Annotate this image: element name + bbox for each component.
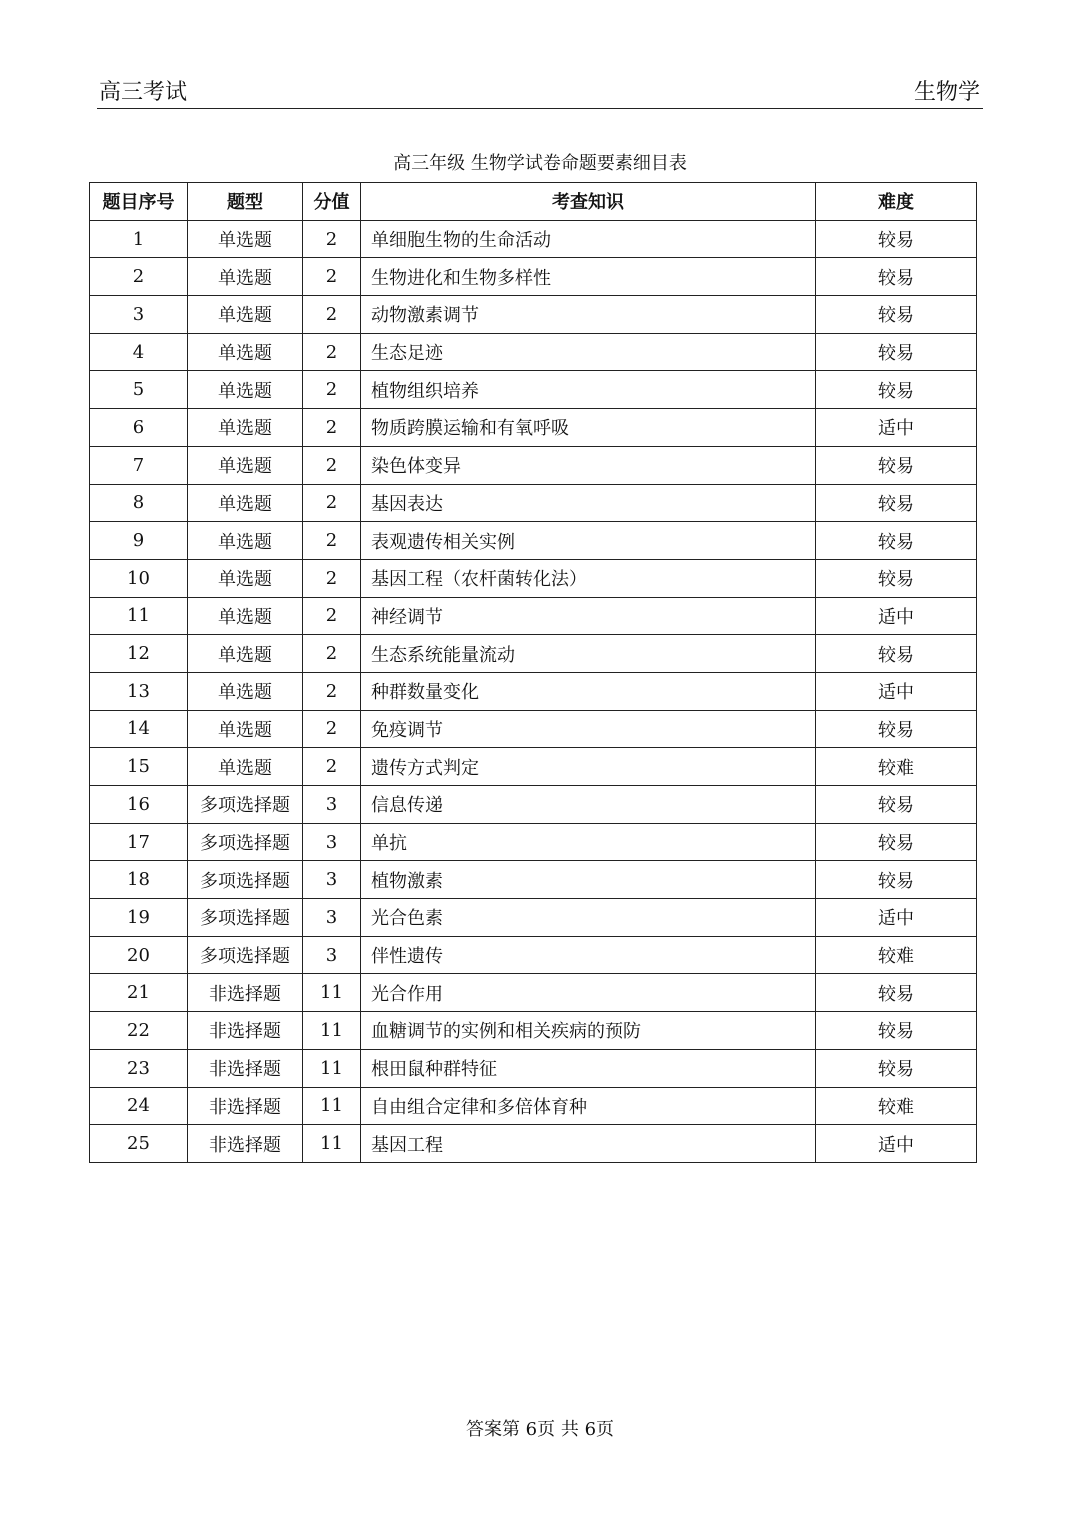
- cell-score: 2: [303, 672, 361, 710]
- table-row: [90, 635, 977, 673]
- col-header-difficulty: 难度: [816, 183, 977, 221]
- cell-difficulty: 较难: [816, 1087, 977, 1125]
- cell-difficulty: 较易: [816, 861, 977, 899]
- cell-knowledge: 生态足迹: [361, 333, 816, 371]
- cell-difficulty: 较易: [816, 220, 977, 258]
- col-header-type: 题型: [188, 183, 303, 221]
- table-row: [90, 333, 977, 371]
- cell-knowledge: 信息传递: [361, 786, 816, 824]
- table-row: [90, 1125, 977, 1163]
- cell-number: 8: [90, 484, 188, 522]
- table-row: [90, 484, 977, 522]
- cell-type: 非选择题: [188, 1049, 303, 1087]
- cell-number: 10: [90, 559, 188, 597]
- cell-difficulty: 较易: [816, 559, 977, 597]
- cell-knowledge: 神经调节: [361, 597, 816, 635]
- table-row: [90, 974, 977, 1012]
- cell-score: 2: [303, 446, 361, 484]
- cell-score: 2: [303, 522, 361, 560]
- col-header-number: 题目序号: [90, 183, 188, 221]
- cell-score: 3: [303, 861, 361, 899]
- cell-knowledge: 光合作用: [361, 974, 816, 1012]
- cell-knowledge: 生态系统能量流动: [361, 635, 816, 673]
- cell-difficulty: 较难: [816, 936, 977, 974]
- cell-knowledge: 单抗: [361, 823, 816, 861]
- cell-type: 单选题: [188, 371, 303, 409]
- table-row: [90, 861, 977, 899]
- cell-score: 2: [303, 484, 361, 522]
- cell-difficulty: 较易: [816, 823, 977, 861]
- cell-score: 2: [303, 371, 361, 409]
- cell-number: 11: [90, 597, 188, 635]
- cell-difficulty: 较易: [816, 974, 977, 1012]
- cell-knowledge: 表观遗传相关实例: [361, 522, 816, 560]
- table-row: [90, 220, 977, 258]
- cell-type: 单选题: [188, 597, 303, 635]
- table-row: [90, 1049, 977, 1087]
- cell-type: 多项选择题: [188, 936, 303, 974]
- cell-knowledge: 自由组合定律和多倍体育种: [361, 1087, 816, 1125]
- cell-score: 2: [303, 220, 361, 258]
- table-row: [90, 296, 977, 334]
- cell-number: 5: [90, 371, 188, 409]
- table-row: [90, 559, 977, 597]
- cell-number: 6: [90, 409, 188, 447]
- cell-difficulty: 较易: [816, 333, 977, 371]
- cell-knowledge: 伴性遗传: [361, 936, 816, 974]
- table-row: [90, 899, 977, 937]
- header-exam-title: 高三考试: [99, 80, 188, 105]
- cell-knowledge: 植物组织培养: [361, 371, 816, 409]
- cell-knowledge: 动物激素调节: [361, 296, 816, 334]
- cell-difficulty: 较易: [816, 446, 977, 484]
- cell-score: 11: [303, 1012, 361, 1050]
- cell-number: 23: [90, 1049, 188, 1087]
- cell-type: 非选择题: [188, 1125, 303, 1163]
- cell-knowledge: 基因工程（农杆菌转化法）: [361, 559, 816, 597]
- cell-score: 2: [303, 710, 361, 748]
- cell-number: 9: [90, 522, 188, 560]
- cell-score: 3: [303, 786, 361, 824]
- table-row: [90, 597, 977, 635]
- cell-score: 3: [303, 899, 361, 937]
- cell-score: 2: [303, 296, 361, 334]
- cell-difficulty: 较易: [816, 786, 977, 824]
- cell-type: 单选题: [188, 409, 303, 447]
- cell-difficulty: 较难: [816, 748, 977, 786]
- cell-difficulty: 较易: [816, 484, 977, 522]
- cell-number: 14: [90, 710, 188, 748]
- cell-difficulty: 适中: [816, 1125, 977, 1163]
- cell-score: 2: [303, 559, 361, 597]
- cell-score: 3: [303, 823, 361, 861]
- cell-difficulty: 较易: [816, 1012, 977, 1050]
- cell-score: 2: [303, 597, 361, 635]
- cell-difficulty: 较易: [816, 296, 977, 334]
- cell-knowledge: 染色体变异: [361, 446, 816, 484]
- cell-type: 多项选择题: [188, 899, 303, 937]
- cell-score: 11: [303, 1087, 361, 1125]
- table-row: [90, 1012, 977, 1050]
- table-row: [90, 371, 977, 409]
- cell-score: 2: [303, 635, 361, 673]
- cell-number: 25: [90, 1125, 188, 1163]
- cell-difficulty: 适中: [816, 409, 977, 447]
- cell-number: 20: [90, 936, 188, 974]
- cell-difficulty: 较易: [816, 1049, 977, 1087]
- cell-type: 非选择题: [188, 1012, 303, 1050]
- cell-difficulty: 较易: [816, 522, 977, 560]
- cell-type: 单选题: [188, 710, 303, 748]
- cell-knowledge: 基因表达: [361, 484, 816, 522]
- cell-difficulty: 较易: [816, 710, 977, 748]
- cell-type: 单选题: [188, 672, 303, 710]
- cell-knowledge: 遗传方式判定: [361, 748, 816, 786]
- table-row: [90, 710, 977, 748]
- cell-type: 单选题: [188, 296, 303, 334]
- cell-knowledge: 物质跨膜运输和有氧呼吸: [361, 409, 816, 447]
- cell-number: 12: [90, 635, 188, 673]
- header-subject: 生物学: [913, 80, 980, 105]
- cell-knowledge: 血糖调节的实例和相关疾病的预防: [361, 1012, 816, 1050]
- cell-score: 2: [303, 258, 361, 296]
- cell-type: 单选题: [188, 635, 303, 673]
- table-row: [90, 823, 977, 861]
- cell-score: 2: [303, 748, 361, 786]
- table-body: [90, 220, 977, 1162]
- cell-knowledge: 种群数量变化: [361, 672, 816, 710]
- cell-difficulty: 较易: [816, 635, 977, 673]
- cell-score: 2: [303, 333, 361, 371]
- table-row: [90, 672, 977, 710]
- cell-score: 11: [303, 1125, 361, 1163]
- cell-type: 单选题: [188, 748, 303, 786]
- cell-number: 2: [90, 258, 188, 296]
- cell-number: 7: [90, 446, 188, 484]
- cell-number: 13: [90, 672, 188, 710]
- cell-number: 15: [90, 748, 188, 786]
- table-row: [90, 936, 977, 974]
- col-header-knowledge: 考查知识: [361, 183, 816, 221]
- cell-number: 16: [90, 786, 188, 824]
- cell-number: 24: [90, 1087, 188, 1125]
- cell-number: 22: [90, 1012, 188, 1050]
- cell-difficulty: 适中: [816, 597, 977, 635]
- cell-knowledge: 单细胞生物的生命活动: [361, 220, 816, 258]
- table-row: [90, 748, 977, 786]
- cell-number: 1: [90, 220, 188, 258]
- col-header-score: 分值: [303, 183, 361, 221]
- cell-knowledge: 光合色素: [361, 899, 816, 937]
- cell-knowledge: 生物进化和生物多样性: [361, 258, 816, 296]
- cell-knowledge: 基因工程: [361, 1125, 816, 1163]
- cell-type: 多项选择题: [188, 823, 303, 861]
- cell-knowledge: 根田鼠种群特征: [361, 1049, 816, 1087]
- cell-type: 非选择题: [188, 974, 303, 1012]
- cell-score: 3: [303, 936, 361, 974]
- cell-type: 单选题: [188, 559, 303, 597]
- cell-score: 11: [303, 974, 361, 1012]
- cell-type: 多项选择题: [188, 786, 303, 824]
- table-row: [90, 786, 977, 824]
- cell-type: 单选题: [188, 522, 303, 560]
- table-title: 高三年级 生物学试卷命题要素细目表: [393, 153, 687, 174]
- cell-knowledge: 免疫调节: [361, 710, 816, 748]
- cell-type: 单选题: [188, 220, 303, 258]
- cell-type: 单选题: [188, 333, 303, 371]
- table-row: [90, 446, 977, 484]
- table-row: [90, 522, 977, 560]
- cell-number: 3: [90, 296, 188, 334]
- cell-score: 11: [303, 1049, 361, 1087]
- cell-difficulty: 较易: [816, 258, 977, 296]
- table-row: [90, 1087, 977, 1125]
- cell-score: 2: [303, 409, 361, 447]
- header-divider: [97, 108, 983, 109]
- table-row: [90, 409, 977, 447]
- table-header-row: [90, 183, 977, 221]
- cell-number: 17: [90, 823, 188, 861]
- cell-difficulty: 较易: [816, 371, 977, 409]
- cell-difficulty: 适中: [816, 672, 977, 710]
- cell-type: 非选择题: [188, 1087, 303, 1125]
- cell-difficulty: 适中: [816, 899, 977, 937]
- cell-type: 多项选择题: [188, 861, 303, 899]
- cell-knowledge: 植物激素: [361, 861, 816, 899]
- cell-type: 单选题: [188, 258, 303, 296]
- page-footer: 答案第 6页 共 6页: [465, 1419, 615, 1440]
- cell-type: 单选题: [188, 484, 303, 522]
- cell-number: 18: [90, 861, 188, 899]
- cell-number: 19: [90, 899, 188, 937]
- cell-number: 4: [90, 333, 188, 371]
- spec-table: [89, 182, 977, 1163]
- cell-type: 单选题: [188, 446, 303, 484]
- table-row: [90, 258, 977, 296]
- cell-number: 21: [90, 974, 188, 1012]
